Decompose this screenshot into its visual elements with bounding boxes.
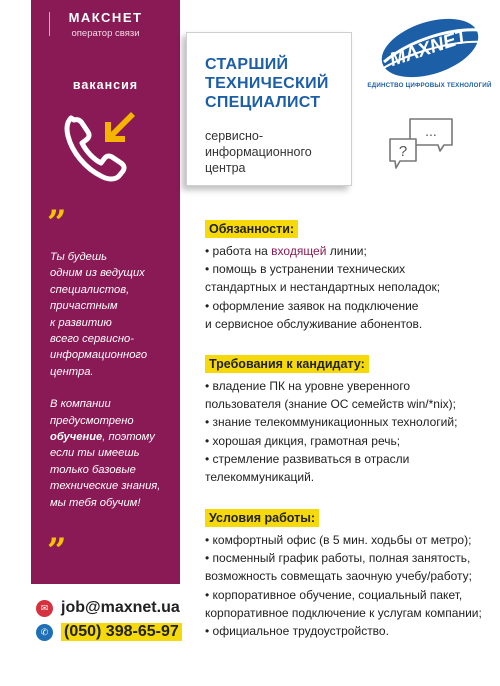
chat-dots: ...: [425, 123, 437, 139]
condition-item: корпоративное подключение к услугам компании;: [205, 605, 482, 620]
job-subtitle: [205, 128, 351, 176]
side-line: информационного: [50, 349, 148, 362]
brand-subtitle: оператор связи: [71, 28, 140, 39]
brand-name: МАКСНЕТ: [68, 10, 143, 25]
phone-icon: ✆: [36, 624, 53, 641]
duty-accent-word: входящей: [271, 244, 327, 258]
quote-open-mark: ”: [47, 203, 67, 243]
phone-handset-icon: [67, 118, 124, 179]
requirement-item: • стремление развиваться в отрасли: [205, 451, 410, 466]
duty-item: • оформление заявок на подключение: [205, 298, 419, 313]
job-subtitle-line: сервисно-: [205, 129, 264, 143]
job-subtitle-line: информационного: [205, 145, 312, 159]
arrow-icon: [105, 112, 135, 142]
duties-section: [205, 220, 440, 333]
side-line: одним из ведущих: [50, 267, 145, 280]
logo-tagline: ЕДИНСТВО ЦИФРОВЫХ ТЕХНОЛОГИЙ: [367, 82, 492, 89]
condition-item: возможность совмещать заочную учебу/работу;: [205, 569, 472, 584]
job-title-line: СТАРШИЙ: [205, 56, 289, 73]
email-row: [36, 596, 182, 620]
side-line: причастным: [50, 300, 118, 313]
envelope-icon: ✉: [36, 600, 53, 617]
brand-divider: [49, 12, 50, 36]
logo-text: MAXNET: [387, 26, 470, 71]
conditions-heading: Условия работы:: [205, 509, 319, 527]
duty-item: • помощь в устранении технических: [205, 262, 406, 277]
condition-item: • посменный график работы, полная занятость,: [205, 551, 471, 566]
duty-item: и сервисное обслуживание абонентов.: [205, 316, 423, 331]
side-line: предусмотрено: [50, 414, 134, 427]
conditions-section: [205, 509, 482, 640]
phone-call-icon: [61, 106, 141, 184]
brand-block: [31, 10, 180, 39]
duty-text: линии;: [326, 244, 367, 258]
job-subtitle-line: центра: [205, 161, 246, 175]
side-line: центра.: [50, 365, 94, 378]
job-title: [205, 55, 351, 112]
side-line: к развитию: [50, 316, 112, 329]
side-line: всего сервисно-: [50, 333, 134, 346]
side-paragraph-1: [50, 249, 176, 380]
sidebar-panel: [31, 0, 180, 584]
requirements-section: [205, 355, 457, 486]
requirement-item: пользователя (знание ОС семейств win/*nix);: [205, 397, 456, 412]
side-paragraph-2: [50, 396, 176, 511]
condition-item: • корпоративное обучение, социальный пакет,: [205, 587, 463, 602]
email-link[interactable]: job@maxnet.ua: [61, 599, 180, 616]
side-line: только базовые: [50, 463, 136, 476]
side-line: , поэтому: [102, 431, 155, 444]
requirement-item: • хорошая дикция, грамотная речь;: [205, 433, 401, 448]
chat-question: ?: [398, 143, 408, 160]
side-line: специалистов,: [50, 283, 130, 296]
condition-item: • официальное трудоустройство.: [205, 624, 389, 639]
job-title-line: СПЕЦИАЛИСТ: [205, 94, 321, 111]
phone-number[interactable]: (050) 398-65-97: [61, 623, 182, 641]
requirement-item: • знание телекоммуникационных технологий;: [205, 415, 458, 430]
side-line: мы тебя обучим!: [50, 496, 141, 509]
side-bold-word: обучение: [50, 431, 103, 444]
requirement-item: • владение ПК на уровне уверенного: [205, 379, 411, 393]
vacancy-label: вакансия: [72, 78, 139, 92]
requirement-item: телекоммуникаций.: [205, 470, 315, 485]
side-text-block: [50, 249, 176, 527]
duty-item: [205, 242, 440, 260]
duty-text: • работа на: [205, 244, 272, 258]
title-box: [186, 32, 352, 186]
side-line: если ты имеешь: [50, 447, 140, 460]
side-line: В компании: [50, 398, 111, 411]
phone-row: [36, 620, 182, 644]
job-title-line: ТЕХНИЧЕСКИЙ: [205, 75, 329, 92]
side-line: Ты будешь: [50, 251, 108, 263]
duty-item: стандартных и нестандартных неполадок;: [205, 280, 441, 295]
duties-heading: Обязанности:: [205, 220, 298, 238]
side-line: технические знания,: [50, 480, 161, 493]
contacts-block: [36, 596, 182, 644]
condition-item: • комфортный офис (в 5 мин. ходьбы от метро);: [205, 533, 472, 547]
requirements-heading: Требования к кандидату:: [205, 355, 369, 373]
quote-close-mark: ”: [47, 531, 67, 571]
maxnet-logo: [370, 10, 488, 90]
chat-bubbles-icon: [386, 115, 456, 173]
